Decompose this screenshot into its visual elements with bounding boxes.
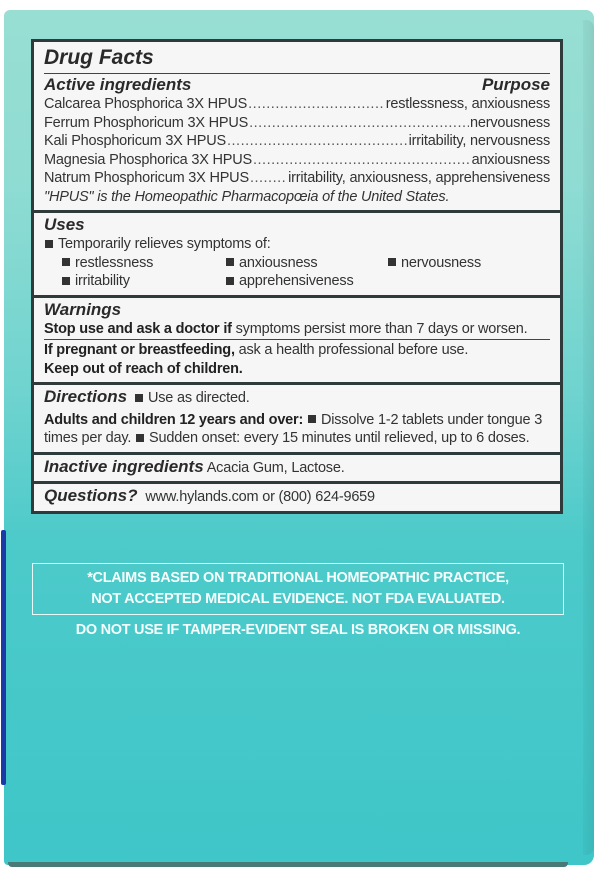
leader-dots: [248, 95, 385, 114]
directions-general: Use as directed.: [147, 390, 250, 406]
ingredient-row: [44, 151, 550, 170]
ingredient-purpose: nervousness: [469, 114, 550, 131]
warnings-divider: [44, 339, 550, 340]
active-ingredients-heading: Active ingredients: [44, 75, 192, 94]
leader-dots: [253, 151, 471, 170]
bullet-square-icon: [388, 258, 396, 266]
symptom-label: nervousness: [401, 254, 482, 271]
ingredient-name: Kali Phosphoricum 3X HPUS: [44, 133, 226, 149]
ingredient-row: [44, 169, 550, 188]
ingredient-name: Ferrum Phosphoricum 3X HPUS: [44, 114, 249, 131]
section-directions: [34, 385, 560, 452]
pregnancy-bold: If pregnant or breastfeeding,: [44, 342, 235, 358]
ingredient-name: Calcarea Phosphorica 3X HPUS: [44, 96, 248, 112]
symptom-item: [225, 254, 387, 273]
drug-facts-panel: [31, 39, 563, 514]
children-warning: Keep out of reach of children.: [44, 360, 243, 377]
ingredient-row: [44, 114, 550, 133]
purpose-heading: Purpose: [481, 75, 550, 94]
bullet-square-icon: [62, 258, 70, 266]
section-warnings: [34, 298, 560, 383]
bullet-square-icon: [135, 394, 143, 402]
homeopathic-claims-disclaimer: [32, 563, 564, 615]
symptom-item: [387, 254, 537, 273]
dose-text: Dissolve 1-2 tablets under tongue 3 times per day.: [44, 411, 543, 446]
title-divider: [44, 73, 550, 74]
bullet-square-icon: [308, 415, 316, 423]
symptoms-list: [44, 254, 550, 291]
tamper-seal-warning: DO NOT USE IF TAMPER-EVIDENT SEAL IS BROKEN OR MISSING.: [75, 622, 521, 638]
pregnancy-text: ask a health professional before use.: [234, 342, 469, 358]
claims-line-1: *CLAIMS BASED ON TRADITIONAL HOMEOPATHIC PRACTICE,: [87, 570, 509, 586]
section-inactive-ingredients: [34, 455, 560, 482]
warnings-heading: Warnings: [44, 299, 122, 319]
package-side-fold: [583, 20, 594, 855]
symptom-item: [225, 272, 387, 291]
bullet-square-icon: [226, 277, 234, 285]
leader-dots: [250, 169, 287, 188]
symptom-label: irritability: [75, 273, 130, 289]
directions-header-line: [44, 387, 550, 408]
directions-heading: Directions: [44, 387, 128, 406]
uses-intro: [44, 235, 550, 254]
leader-dots: [227, 132, 408, 151]
claims-line-2: NOT ACCEPTED MEDICAL EVIDENCE. NOT FDA EVALUATED.: [91, 591, 505, 607]
sudden-onset-text: Sudden onset: every 15 minutes until relieved, up to 6 doses.: [149, 430, 530, 446]
ingredient-purpose: anxiousness: [471, 151, 550, 168]
bullet-square-icon: [226, 258, 234, 266]
package-left-blue-strip: [1, 530, 6, 785]
hpus-note: "HPUS" is the Homeopathic Pharmacopœia of the United States.: [44, 188, 450, 205]
questions-contact: www.hylands.com or (800) 624-9659: [145, 489, 375, 505]
symptom-label: anxiousness: [239, 254, 318, 271]
stop-use-bold: Stop use and ask a doctor if: [44, 320, 232, 337]
pregnancy-warning: [44, 341, 550, 360]
active-header-row: [44, 75, 550, 95]
ingredient-name: Magnesia Phosphorica 3X HPUS: [44, 151, 252, 168]
package-bottom-edge: [8, 862, 568, 867]
ingredient-purpose: irritability, nervousness: [408, 133, 550, 149]
questions-heading: Questions?: [44, 486, 138, 505]
stop-use-text: symptoms persist more than 7 days or worsen.: [231, 320, 528, 337]
ingredient-purpose: irritability, anxiousness, apprehensiveness: [288, 170, 550, 186]
bullet-square-icon: [45, 240, 53, 248]
uses-intro-text: Temporarily relieves symptoms of:: [58, 236, 271, 252]
section-active-ingredients: [34, 42, 560, 210]
directions-adults: [44, 411, 550, 448]
symptom-label: apprehensiveness: [239, 273, 354, 289]
ingredient-row: [44, 132, 550, 151]
section-questions: [34, 484, 560, 511]
symptom-item: [61, 272, 225, 291]
bullet-square-icon: [62, 277, 70, 285]
symptom-label: restlessness: [75, 254, 154, 271]
leader-dots: [249, 114, 469, 133]
symptom-item: [61, 254, 225, 273]
inactive-heading: Inactive ingredients: [44, 456, 204, 476]
stop-use-warning: [44, 320, 550, 339]
adults-bold: Adults and children 12 years and over:: [44, 411, 304, 428]
uses-heading: Uses: [44, 215, 85, 234]
section-uses: [34, 213, 560, 295]
ingredient-name: Natrum Phosphoricum 3X HPUS: [44, 170, 249, 186]
bullet-square-icon: [136, 434, 144, 442]
ingredient-purpose: restlessness, anxiousness: [385, 96, 550, 112]
drug-facts-title: Drug Facts: [44, 46, 154, 69]
inactive-text: Acacia Gum, Lactose.: [206, 459, 345, 476]
ingredient-row: [44, 95, 550, 114]
